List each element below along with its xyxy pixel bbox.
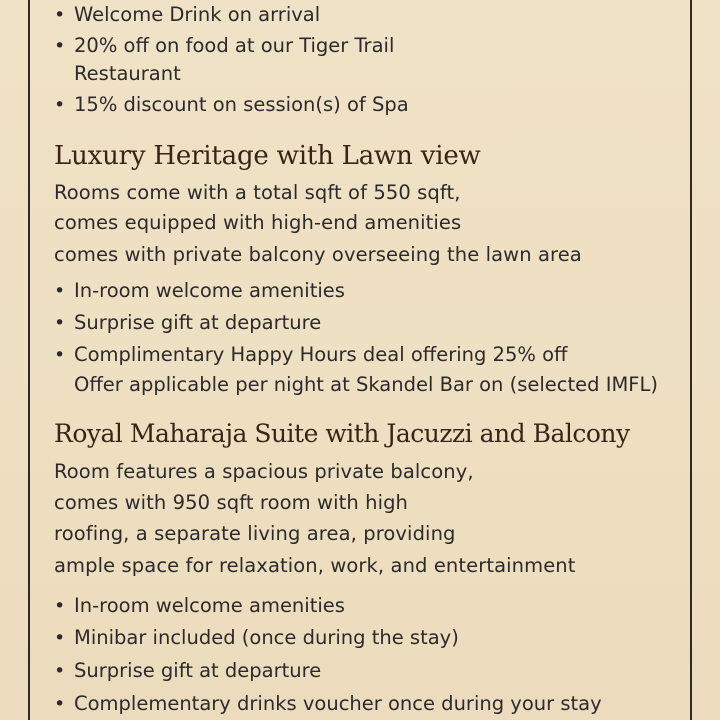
right-border-line bbox=[690, 0, 692, 720]
description-line: Room features a spacious private balcony, bbox=[54, 460, 474, 483]
description-line: Rooms come with a total sqft of 550 sqft, bbox=[54, 181, 461, 204]
description-line: comes with private balcony overseeing the lawn area bbox=[54, 243, 582, 266]
bullet: • bbox=[54, 280, 66, 302]
description-line: ample space for relaxation, work, and entertainment bbox=[54, 554, 576, 577]
bullet: • bbox=[54, 660, 66, 682]
description-line: comes with 950 sqft room with high bbox=[54, 491, 409, 514]
bullet: • bbox=[54, 35, 66, 57]
section-title: Luxury Heritage with Lawn view bbox=[54, 141, 481, 171]
bullet: • bbox=[54, 595, 66, 617]
bullet: • bbox=[54, 693, 66, 715]
bullet: • bbox=[54, 627, 66, 649]
description-line: comes equipped with high-end amenities bbox=[54, 211, 462, 234]
left-border-line bbox=[28, 0, 30, 720]
description-line: roofing, a separate living area, providing bbox=[54, 522, 456, 545]
bullet: • bbox=[54, 4, 66, 26]
bullet: • bbox=[54, 344, 66, 366]
section-title: Royal Maharaja Suite with Jacuzzi and Balcony bbox=[54, 419, 630, 448]
bullet: • bbox=[54, 312, 66, 334]
bullet: • bbox=[54, 94, 66, 116]
